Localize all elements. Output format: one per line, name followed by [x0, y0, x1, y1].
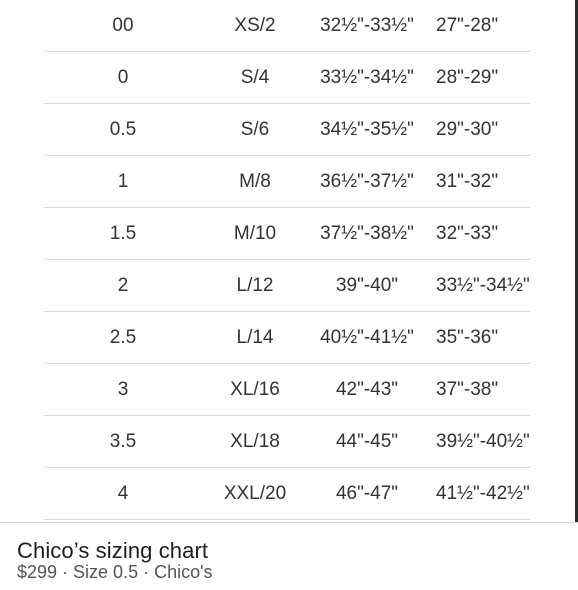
letter-size-cell: XL/18	[230, 431, 280, 452]
bust-measurement-cell: 33½"-34½"	[320, 67, 414, 88]
waist-measurement-cell: 31"-32"	[436, 171, 499, 192]
listing-details-text: $299 · Size 0.5 · Chico's	[17, 562, 213, 582]
bust-measurement-cell: 42"-43"	[335, 379, 399, 400]
waist-measurement-cell: 39½"-40½"	[436, 431, 530, 452]
bust-measurement-cell: 40½"-41½"	[320, 327, 414, 348]
table-row	[44, 52, 531, 104]
table-row	[44, 104, 531, 156]
chicos-size-cell: 2	[117, 275, 129, 296]
letter-size-cell: XS/2	[234, 15, 276, 36]
bust-measurement-cell: 46"-47"	[335, 483, 399, 504]
bust-measurement-cell: 32½"-33½"	[320, 15, 414, 36]
bust-measurement-cell: 37½"-38½"	[320, 223, 414, 244]
table-row	[44, 468, 531, 520]
size-table	[44, 0, 531, 522]
waist-measurement-cell: 33½"-34½"	[436, 275, 530, 296]
table-row	[44, 260, 531, 312]
image-divider	[0, 522, 578, 523]
chicos-size-cell: 00	[112, 15, 134, 36]
letter-size-cell: S/6	[240, 119, 270, 140]
letter-size-cell: S/4	[240, 67, 270, 88]
table-row	[44, 312, 531, 364]
chicos-size-cell: 0	[117, 67, 129, 88]
waist-measurement-cell: 35"-36"	[436, 327, 499, 348]
listing-details-line	[17, 562, 213, 582]
waist-measurement-cell: 27"-28"	[436, 15, 499, 36]
chicos-size-cell: 1	[117, 171, 129, 192]
bust-measurement-cell: 39"-40"	[335, 275, 399, 296]
letter-size-cell: XXL/20	[223, 483, 287, 504]
waist-measurement-cell: 29"-30"	[436, 119, 499, 140]
letter-size-cell: L/12	[236, 275, 274, 296]
letter-size-cell: XL/16	[230, 379, 280, 400]
chicos-size-cell: 2.5	[109, 327, 137, 348]
chicos-size-cell: 3	[117, 379, 129, 400]
chicos-size-cell: 1.5	[109, 223, 137, 244]
letter-size-cell: L/14	[236, 327, 274, 348]
waist-measurement-cell: 28"-29"	[436, 67, 499, 88]
waist-measurement-cell: 41½"-42½"	[436, 483, 530, 504]
letter-size-cell: M/10	[233, 223, 277, 244]
table-row	[44, 416, 531, 468]
bust-measurement-cell: 44"-45"	[335, 431, 399, 452]
table-row	[44, 208, 531, 260]
chicos-size-cell: 0.5	[109, 119, 137, 140]
letter-size-cell: M/8	[239, 171, 271, 192]
listing-title: Chico’s sizing chart	[17, 538, 209, 563]
bust-measurement-cell: 36½"-37½"	[320, 171, 414, 192]
table-row	[44, 364, 531, 416]
table-row	[44, 0, 531, 52]
table-row	[44, 156, 531, 208]
bust-measurement-cell: 34½"-35½"	[320, 119, 414, 140]
chicos-size-cell: 4	[117, 483, 129, 504]
chicos-size-cell: 3.5	[109, 431, 137, 452]
waist-measurement-cell: 37"-38"	[436, 379, 499, 400]
waist-measurement-cell: 32"-33"	[436, 223, 499, 244]
